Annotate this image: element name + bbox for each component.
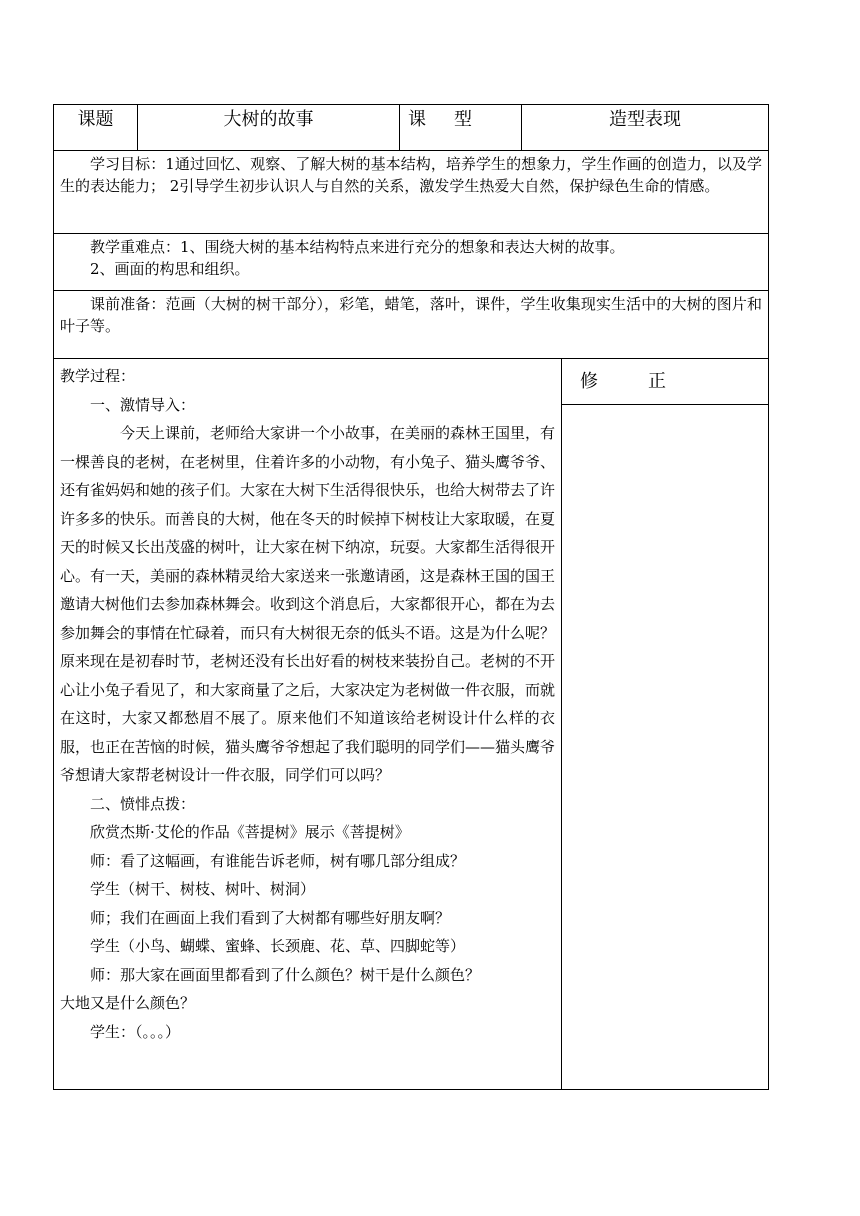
type-label-first-char: 课 (408, 109, 426, 130)
process-line: 学生（小鸟、蝴蝶、蜜蜂、长颈鹿、花、草、四脚蛇等） (90, 937, 466, 955)
lesson-plan-table (53, 104, 769, 1090)
key-points-cell (54, 234, 769, 291)
section-1-heading: 一、激情导入： (90, 395, 196, 414)
teaching-process-cell (54, 359, 562, 1090)
key-points-row (54, 234, 769, 291)
revision-heading (562, 359, 768, 405)
preparation-cell (54, 291, 769, 359)
lesson-plan-page (53, 104, 768, 1090)
preparation-row (54, 291, 769, 359)
color-question-continued: 大地又是什么颜色？ (60, 994, 196, 1012)
key-points-line-2: 2、画面的构思和组织。 (90, 260, 250, 278)
revision-cell (562, 359, 769, 1090)
key-points-line-1: 教学重难点：1、围绕大树的基本结构特点来进行充分的想象和表达大树的故事。 (90, 238, 625, 256)
process-title: 教学过程： (60, 367, 136, 385)
goals-text: 学习目标：1通过回忆、观察、了解大树的基本结构，培养学生的想象力，学生作画的创造力，以及学生的表达能力； 2引导学生初步认识人与自然的关系，激发学生热爱大自然，保护绿色生命的情感。 (60, 155, 762, 195)
header-row (54, 105, 769, 151)
preparation-text: 课前准备：范画（大树的树干部分），彩笔，蜡笔，落叶，课件，学生收集现实生活中的大树的图片和叶子等。 (60, 295, 762, 335)
process-row (54, 359, 769, 1090)
type-value: 造型表现 (522, 105, 769, 151)
topic-value: 大树的故事 (138, 105, 400, 151)
process-line: 欣赏杰斯·艾伦的作品《菩提树》展示《菩提树》 (90, 823, 410, 841)
section-2-heading: 二、愤悱点拨： (90, 794, 196, 813)
type-label-second-char: 型 (454, 109, 472, 130)
revision-label-second-char: 正 (648, 371, 666, 392)
type-label (400, 105, 522, 151)
story-paragraph: 今天上课前，老师给大家讲一个小故事，在美丽的森林王国里，有一棵善良的老树，在老树里，住着许多的小动物，有小兔子、猫头鹰爷爷、还有雀妈妈和她的孩子们。大家在大树下生活得很快乐，也给大树带去了许许多多的快乐。而善良的大树，他在冬天的时候掉下树枝让大家取暖，在夏天的时候又长出茂盛的树叶，让大家在树下纳凉，玩耍。大家都生活得很开心。有一天，美丽的森林精灵给大家送来一张邀请函，这是森林王国的国王邀请大树他们去参加森林舞会。收到这个消息后，大家都很开心，都在为去参加舞会的事情在忙碌着，而只有大树很无奈的低头不语。这是为什么呢？原来现在是初春时节，老树还没有长出好看的树枝来装扮自己。老树的不开心让小兔子看见了，和大家商量了之后，大家决定为老树做一件衣服，而就在这时，大家又都愁眉不展了。原来他们不知道该给老树设计什么样的衣服，也正在苦恼的时候，猫头鹰爷爷想起了我们聪明的同学们——猫头鹰爷爷想请大家帮老树设计一件衣服，同学们可以吗？ (60, 424, 556, 784)
process-line: 师：看了这幅画，有谁能告诉老师，树有哪几部分组成？ (90, 851, 466, 870)
goals-row (54, 151, 769, 234)
process-line: 师；我们在画面上我们看到了大树都有哪些好朋友啊？ (90, 908, 451, 927)
color-question: 师：那大家在画面里都看到了什么颜色？树干是什么颜色？ (90, 965, 481, 984)
goals-cell (54, 151, 769, 234)
process-line: 学生（树干、树枝、树叶、树洞） (90, 880, 316, 898)
revision-label-first-char: 修 (580, 371, 598, 392)
topic-label: 课题 (54, 105, 138, 151)
student-answer: 学生：（。。。） (90, 1022, 181, 1041)
